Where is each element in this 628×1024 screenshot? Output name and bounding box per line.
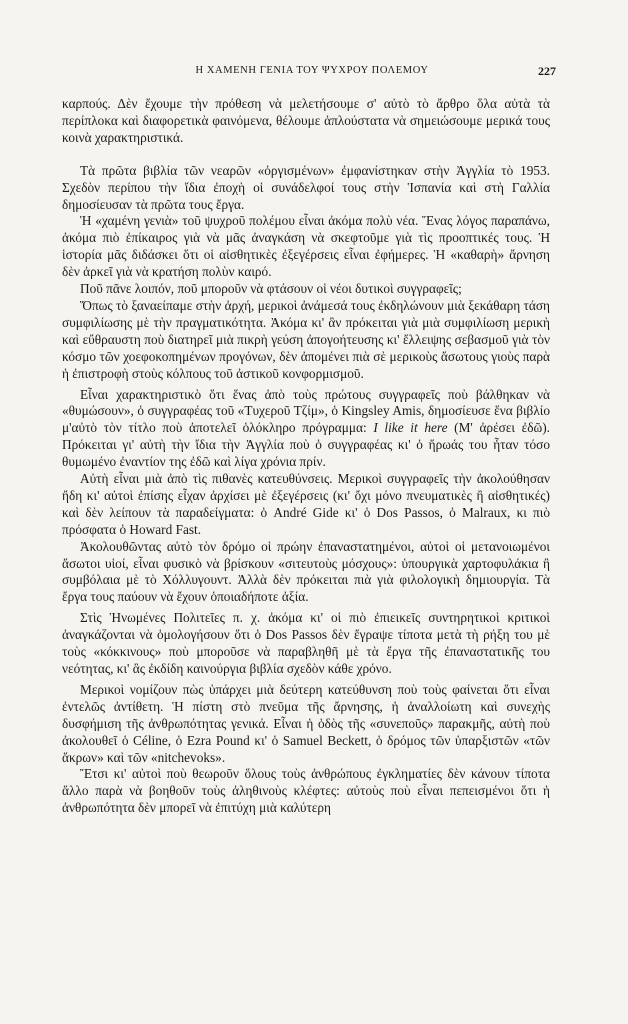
- page-header: [56, 62, 556, 80]
- paragraph: Στὶς Ἡνωμένες Πολιτεῖες π. χ. ἀκόμα κι' οἱ πιὸ ἐπιεικεῖς συντηρητικοὶ κριτικοὶ ἀναγκάζονται νὰ ὁμολογήσουν ὅτι ὁ Dos Passos δὲν ἔγραψε τίποτα μετὰ τὴ ρήξη του μὲ τοὺς «κόκκινους» ποὺ μποροῦσε νὰ παραβληθῆ μὲ τὰ ἔργα τῆς ἐπαναστατικῆς του νεότητας, κι' ἂς ἐκδίδη καινούργια βιβλία σχεδὸν κάθε χρόνο.: [62, 610, 550, 676]
- text-run: Εἶναι χαρακτηριστικὸ ὅτι ἕνας ἀπὸ τοὺς πρώτους συγγραφεῖς ποὺ βάλθηκαν νὰ «θυμώσουν», ὁ συγγραφέας τοῦ «Τυχεροῦ Τζίμ», ὁ Kingsley Amis, δημοσίευσε ἕνα βιβλίο μ'αὐτὸ τὸν τίτλο ποὺ ἀποτελεῖ ὁλόκληρο πρόγραμμα:: [62, 386, 550, 436]
- paragraph: Ποῦ πᾶνε λοιπόν, ποῦ μποροῦν νὰ φτάσουν οἱ νέοι δυτικοὶ συγγραφεῖς;: [80, 281, 462, 297]
- paragraph: Ὅπως τὸ ξαναείπαμε στὴν ἀρχή, μερικοὶ ἀνάμεσά τους ἐκδηλώνουν μιὰ ξεκάθαρη τάση συμφιλίωσης μὲ τὴν πραγματικότητα. Ἀκόμα κι' ἂν πρόκειται γιὰ μιὰ συμφιλίωση μερικὴ καὶ εὔθραυστη ποὺ διατηρεῖ μιὰ πικρὴ γεύση ἀπογοήτευσης κι' ἔλλειψης σεβασμοῦ γιὰ τὸν κόσμο τῶν χοεφοκοπημένων προγόνων, δὲν ἀπομένει πιὰ σὲ μερικοὺς ἄσωτους γιοὺς παρὰ ἡ ἐπιστροφὴ στοὺς κόλπους τοῦ ἀστικοῦ κονφορμισμοῦ.: [62, 297, 550, 381]
- paragraph: Μερικοὶ νομίζουν πὼς ὑπάρχει μιὰ δεύτερη κατεύθυνση ποὺ τοὺς φαίνεται ὅτι εἶναι ἐντελῶς ἀντίθετη. Ἡ πίστη στὸ πνεῦμα τῆς ἄρνησης, ἡ ἀναλλοίωτη καὶ συνεχὴς δυσφήμιση τῆς ἀνθρωπότητας γενικά. Εἶναι ἡ ὁδὸς τῆς «συνεποῦς» παρακμῆς, αὐτὴ ποὺ ἀκολουθεῖ ὁ Céline, ὁ Ezra Pound κι' ὁ Samuel Beckett, ὁ δρόμος τῶν ὑπαρξιστῶν «τῶν ἄκρων» καὶ τῶν «nitchevoks».: [62, 681, 550, 765]
- paragraph: Ἡ «χαμένη γενιὰ» τοῦ ψυχροῦ πολέμου εἶναι ἀκόμα πολὺ νέα. Ἕνας λόγος παραπάνω, ἀκόμα πιὸ ἐπίκαιρος γιὰ νὰ μᾶς ἀναγκάση νὰ σκεφτοῦμε γιὰ τὶς προοπτικές τους. Ἡ ἱστορία μᾶς διδάσκει ὅτι οἱ αἰσθητικὲς ἐξεγέρσεις εἶναι ἐφήμερες. Ἡ «καθαρὴ» ἄρνηση δὲν ἀρκεῖ γιὰ νὰ κρατήση πολὺν καιρό.: [62, 213, 550, 280]
- running-title: Η ΧΑΜΕΝΗ ΓΕΝΙΑ ΤΟΥ ΨΥΧΡΟΥ ΠΟΛΕΜΟΥ: [195, 65, 429, 76]
- paragraph: [62, 387, 550, 472]
- body-text: [62, 96, 550, 817]
- text-run: (Μ' ἀρέσει ἐδῶ). Πρόκειται γι' αὐτὴ τὴν ἴδια τὴν Ἀγγλία ποὺ ὁ συγγραφέας κι' ὁ ἥρωάς του ἦταν τόσο θυμωμένο ἐναντίον της ἐδῶ καὶ λίγα χρόνια πρίν.: [62, 420, 550, 470]
- paragraph: καρπούς. Δὲν ἔχουμε τὴν πρόθεση νὰ μελετήσουμε σ' αὐτὸ τὸ ἄρθρο ὅλα αὐτὰ τὰ περίπλοκα καὶ διαφορετικὰ φαινόμενα, θέλουμε ἁπλούστατα νὰ σημειώσουμε μερικά τους κοινὰ χαρακτηριστικά.: [62, 96, 550, 145]
- paragraph: Αὐτὴ εἶναι μιὰ ἀπὸ τὶς πιθανὲς κατευθύνσεις. Μερικοὶ συγγραφεῖς τὴν ἀκολούθησαν ἤδη κι' αὐτοὶ ἐπίσης εἶχαν ἀρχίσει μὲ ἐξεγέρσεις (κι' ὄχι μόνο πνευματικὲς ἢ αἰσθητικές) καὶ δὲν λείπουν τὰ παραδείγματα: ὁ André Gide κι' ὁ Dos Passos, ὁ Malraux, κι πιὸ πρόσφατα ὁ Howard Fast.: [62, 471, 550, 537]
- book-title-italic: I like it here: [373, 420, 448, 436]
- paragraph: Τὰ πρῶτα βιβλία τῶν νεαρῶν «ὀργισμένων» ἐμφανίστηκαν στὴν Ἀγγλία τὸ 1953. Σχεδὸν περίπου τὴν ἴδια ἐποχὴ οἱ συνάδελφοί τους στὴν Ἱσπανία καὶ στὴ Γαλλία δημοσίευσαν τὰ πρῶτα τους ἔργα.: [62, 162, 550, 212]
- page-number: 227: [538, 64, 556, 78]
- paragraph: Ἀκολουθῶντας αὐτὸ τὸν δρόμο οἱ πρώην ἐπαναστατημένοι, αὐτοὶ οἱ μετανοιωμένοι ἄσωτοι υἱοί, εἶναι φυσικὸ νὰ βρίσκουν «σιτευτοὺς μόσχους»: ὑπουργικὰ χαρτοφυλάκια ἢ συμβόλαια μὲ τὸ Χόλλυγουντ. Ἀλλὰ δὲν πρόκειται πιὰ γιὰ φιλολογικὴ δημιουργία. Τὰ ἔργα τους παύουν νὰ ἔχουν ὁποιαδήποτε ἀξία.: [62, 538, 550, 605]
- paragraph: Ἔτσι κι' αὐτοὶ ποὺ θεωροῦν ὅλους τοὺς ἀνθρώπους ἐγκληματίες δὲν κάνουν τίποτα ἄλλο παρὰ νὰ βοηθοῦν τοὺς ἀληθινοὺς κλέφτες: αὐτοὺς ποὺ εἶναι πεπεισμένοι ὅτι ἡ ἀνθρωπότητα δὲν μπορεῖ νὰ ἐπιτύχη μιὰ καλύτερη: [62, 766, 550, 816]
